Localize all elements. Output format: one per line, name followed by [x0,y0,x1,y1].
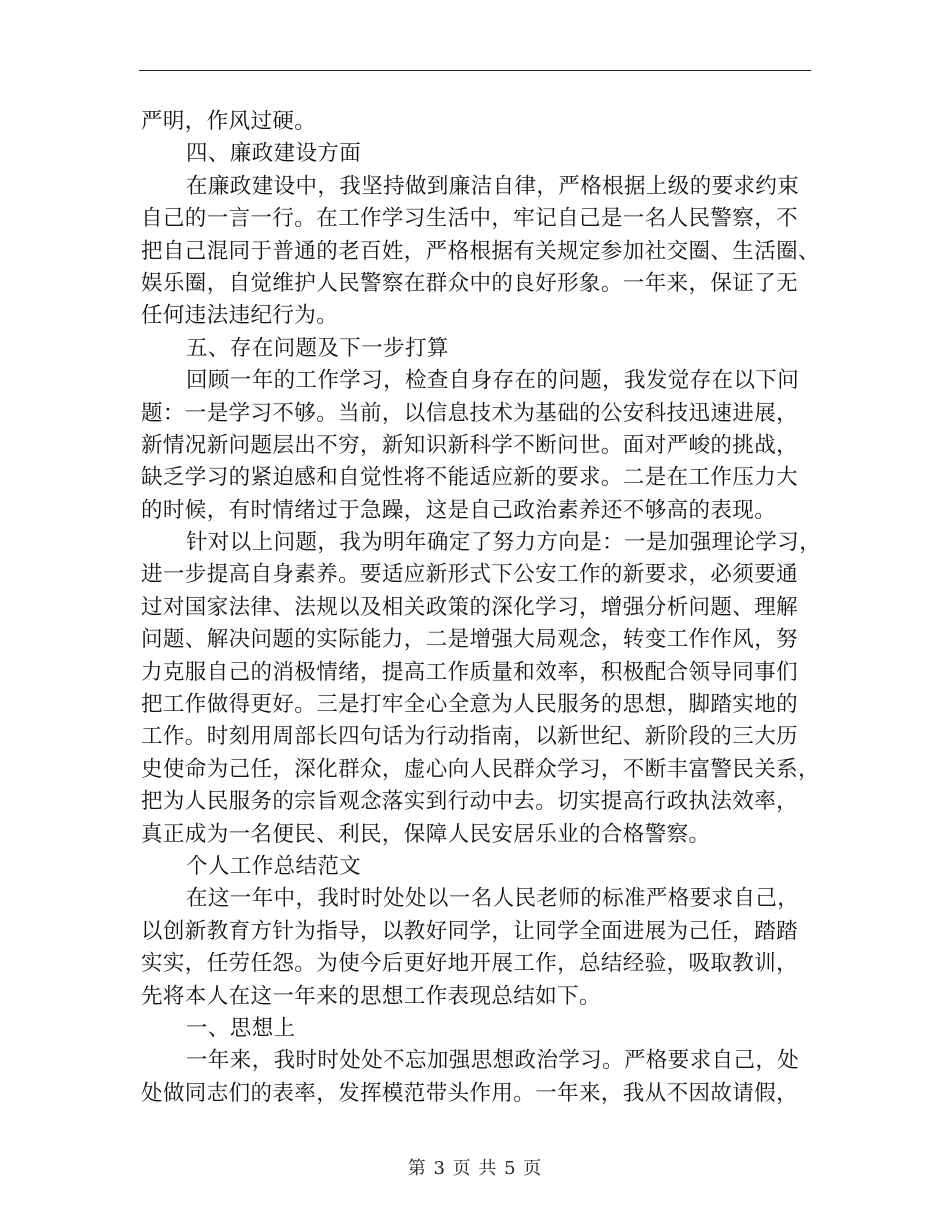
text-line: 真正成为一名便民、利民，保障人民安居乐业的合格警察。 [141,821,711,847]
text-line: 把为人民服务的宗旨观念落实到行动中去。切实提高行政执法效率， [141,789,799,815]
text-line: 工作。时刻用周部长四句话为行动指南，以新世纪、新阶段的三大历 [141,724,799,750]
text-line: 的时候，有时情绪过于急躁，这是自己政治素养还不够高的表现。 [141,497,777,523]
text-line: 以创新教育方针为指导，以教好同学，让同学全面进展为己任，踏踏 [141,918,799,944]
text-line: 任何违法违纪行为。 [141,303,339,329]
text-line: 题：一是学习不够。当前，以信息技术为基础的公安科技迅速进展， [141,400,799,426]
text-line: 一、思想上 [186,1015,296,1041]
text-line: 力克服自己的消极情绪，提高工作质量和效率，积极配合领导同事们 [141,659,799,685]
text-line: 进一步提高自身素养。要适应新形式下公安工作的新要求，必须要通 [141,562,799,588]
text-line: 严明，作风过硬。 [141,109,317,134]
text-line: 五、存在问题及下一步打算 [186,335,449,361]
text-line: 在廉政建设中，我坚持做到廉洁自律，严格根据上级的要求约束 [186,173,800,199]
text-line: 在这一年中，我时时处处以一名人民老师的标准严格要求自己， [186,886,800,912]
text-line: 实实，任劳任怨。为使今后更好地开展工作，总结经验，吸取教训， [141,951,799,977]
text-line: 把自己混同于普通的老百姓，严格根据有关规定参加社交圈、生活圈、 [141,238,820,264]
text-line: 把工作做得更好。三是打牢全心全意为人民服务的思想，脚踏实地的 [141,692,799,718]
text-line: 自己的一言一行。在工作学习生活中，牢记自己是一名人民警察，不 [141,206,799,232]
body-text [141,106,822,1110]
text-line: 问题、解决问题的实际能力，二是增强大局观念，转变工作作风，努 [141,627,799,653]
header-rule [139,70,811,71]
text-line: 针对以上问题，我为明年确定了努力方向是：一是加强理论学习， [186,530,822,556]
text-line: 处做同志们的表率，发挥模范带头作用。一年来，我从不因故请假， [141,1080,799,1106]
text-line: 娱乐圈，自觉维护人民警察在群众中的良好形象。一年来，保证了无 [141,270,799,296]
text-line: 史使命为己任，深化群众，虚心向人民群众学习，不断丰富警民关系， [141,756,820,782]
text-line: 个人工作总结范文 [186,853,362,879]
text-line: 新情况新问题层出不穷，新知识新科学不断问世。面对严峻的挑战， [141,432,799,458]
page-footer: 第 3 页 共 5 页 [407,1158,543,1179]
text-line: 缺乏学习的紧迫感和自觉性将不能适应新的要求。二是在工作压力大 [141,465,799,491]
text-line: 回顾一年的工作学习，检查自身存在的问题，我发觉存在以下问 [186,368,800,394]
text-line: 四、廉政建设方面 [186,141,362,167]
text-line: 一年来，我时时处处不忘加强思想政治学习。严格要求自己，处 [186,1048,800,1074]
text-line: 过对国家法律、法规以及相关政策的深化学习，增强分析问题、理解 [141,594,799,620]
text-line: 先将本人在这一年来的思想工作表现总结如下。 [141,983,601,1009]
